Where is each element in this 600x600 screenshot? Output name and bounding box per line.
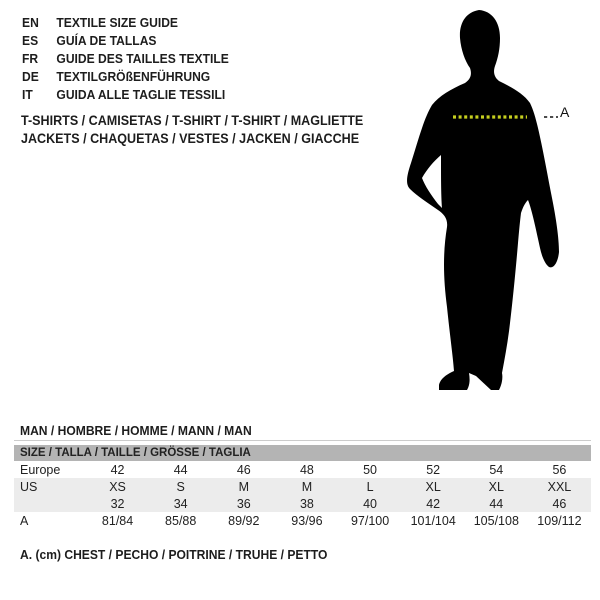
size-cell: 105/108: [473, 513, 519, 528]
table-row-europe: [14, 461, 591, 478]
row-label: Europe: [20, 462, 61, 477]
size-cell: M: [238, 479, 250, 494]
table-header-row: [14, 445, 591, 461]
table-row-numeric: [14, 495, 591, 512]
size-cell: XL: [425, 479, 441, 494]
language-list: [22, 13, 229, 103]
size-cell: 89/92: [228, 513, 260, 528]
size-cell: 85/88: [165, 513, 197, 528]
size-cell: 93/96: [291, 513, 323, 528]
language-code: FR: [22, 50, 39, 66]
size-cell: XL: [488, 479, 504, 494]
language-code: DE: [22, 68, 39, 84]
size-cell: 97/100: [350, 513, 390, 528]
language-title: GUIDE DES TAILLES TEXTILE: [56, 50, 229, 66]
size-cell: 54: [489, 462, 504, 477]
language-title: GUÍA DE TALLAS: [56, 32, 157, 48]
size-cell: XXL: [547, 479, 572, 494]
size-cell: 101/104: [410, 513, 456, 528]
language-title: GUIDA ALLE TAGLIE TESSILI: [56, 86, 226, 102]
size-cell: 44: [489, 496, 504, 511]
size-cell: 34: [173, 496, 188, 511]
size-cell: XS: [109, 479, 126, 494]
size-cell: 109/112: [537, 513, 582, 528]
section-title-man: MAN / HOMBRE / HOMME / MANN / MAN: [20, 423, 252, 438]
size-cell: 52: [426, 462, 441, 477]
size-cell: 36: [236, 496, 251, 511]
language-row: [22, 13, 229, 31]
table-row-chest: [14, 512, 591, 529]
size-cell: 48: [299, 462, 314, 477]
size-cell: 81/84: [101, 513, 134, 528]
category-tshirts: T-SHIRTS / CAMISETAS / T-SHIRT / T-SHIRT / MAGLIETTE: [21, 113, 364, 128]
size-cell: 46: [552, 496, 567, 511]
size-cell: 38: [299, 496, 314, 511]
size-cell: 32: [110, 496, 125, 511]
language-row: [22, 67, 229, 85]
size-cell: M: [301, 479, 313, 494]
garment-categories: [21, 112, 363, 148]
language-code: IT: [22, 86, 33, 102]
man-silhouette-figure: [395, 5, 580, 395]
language-row: [22, 85, 229, 103]
table-header-label: SIZE / TALLA / TAILLE / GRÖSSE / TAGLIA: [20, 447, 251, 459]
category-jackets: JACKETS / CHAQUETAS / VESTES / JACKEN / GIACCHE: [21, 131, 360, 146]
language-code: EN: [22, 14, 39, 30]
man-silhouette-svg: [395, 5, 580, 395]
size-cell: 46: [236, 462, 251, 477]
measurement-label-a: A: [560, 104, 570, 120]
size-cell: 42: [426, 496, 441, 511]
language-title: TEXTILGRÖßENFÜHRUNG: [56, 68, 211, 84]
measurement-footnote: A. (cm) CHEST / PECHO / POITRINE / TRUHE / PETTO: [20, 547, 328, 562]
size-cell: 42: [110, 462, 125, 477]
size-cell: 50: [363, 462, 378, 477]
language-row: [22, 49, 229, 67]
row-label: US: [20, 479, 38, 494]
row-label: A: [20, 513, 29, 528]
language-title: TEXTILE SIZE GUIDE: [56, 14, 179, 30]
size-table: [14, 440, 591, 529]
man-silhouette-shape: [407, 10, 559, 390]
size-cell: S: [176, 479, 185, 494]
table-top-divider: [14, 440, 591, 441]
size-cell: 40: [363, 496, 378, 511]
table-row-us: [14, 478, 591, 495]
size-cell: 56: [552, 462, 567, 477]
size-cell: 44: [173, 462, 188, 477]
language-row: [22, 31, 229, 49]
language-code: ES: [22, 32, 39, 48]
size-cell: L: [366, 479, 374, 494]
